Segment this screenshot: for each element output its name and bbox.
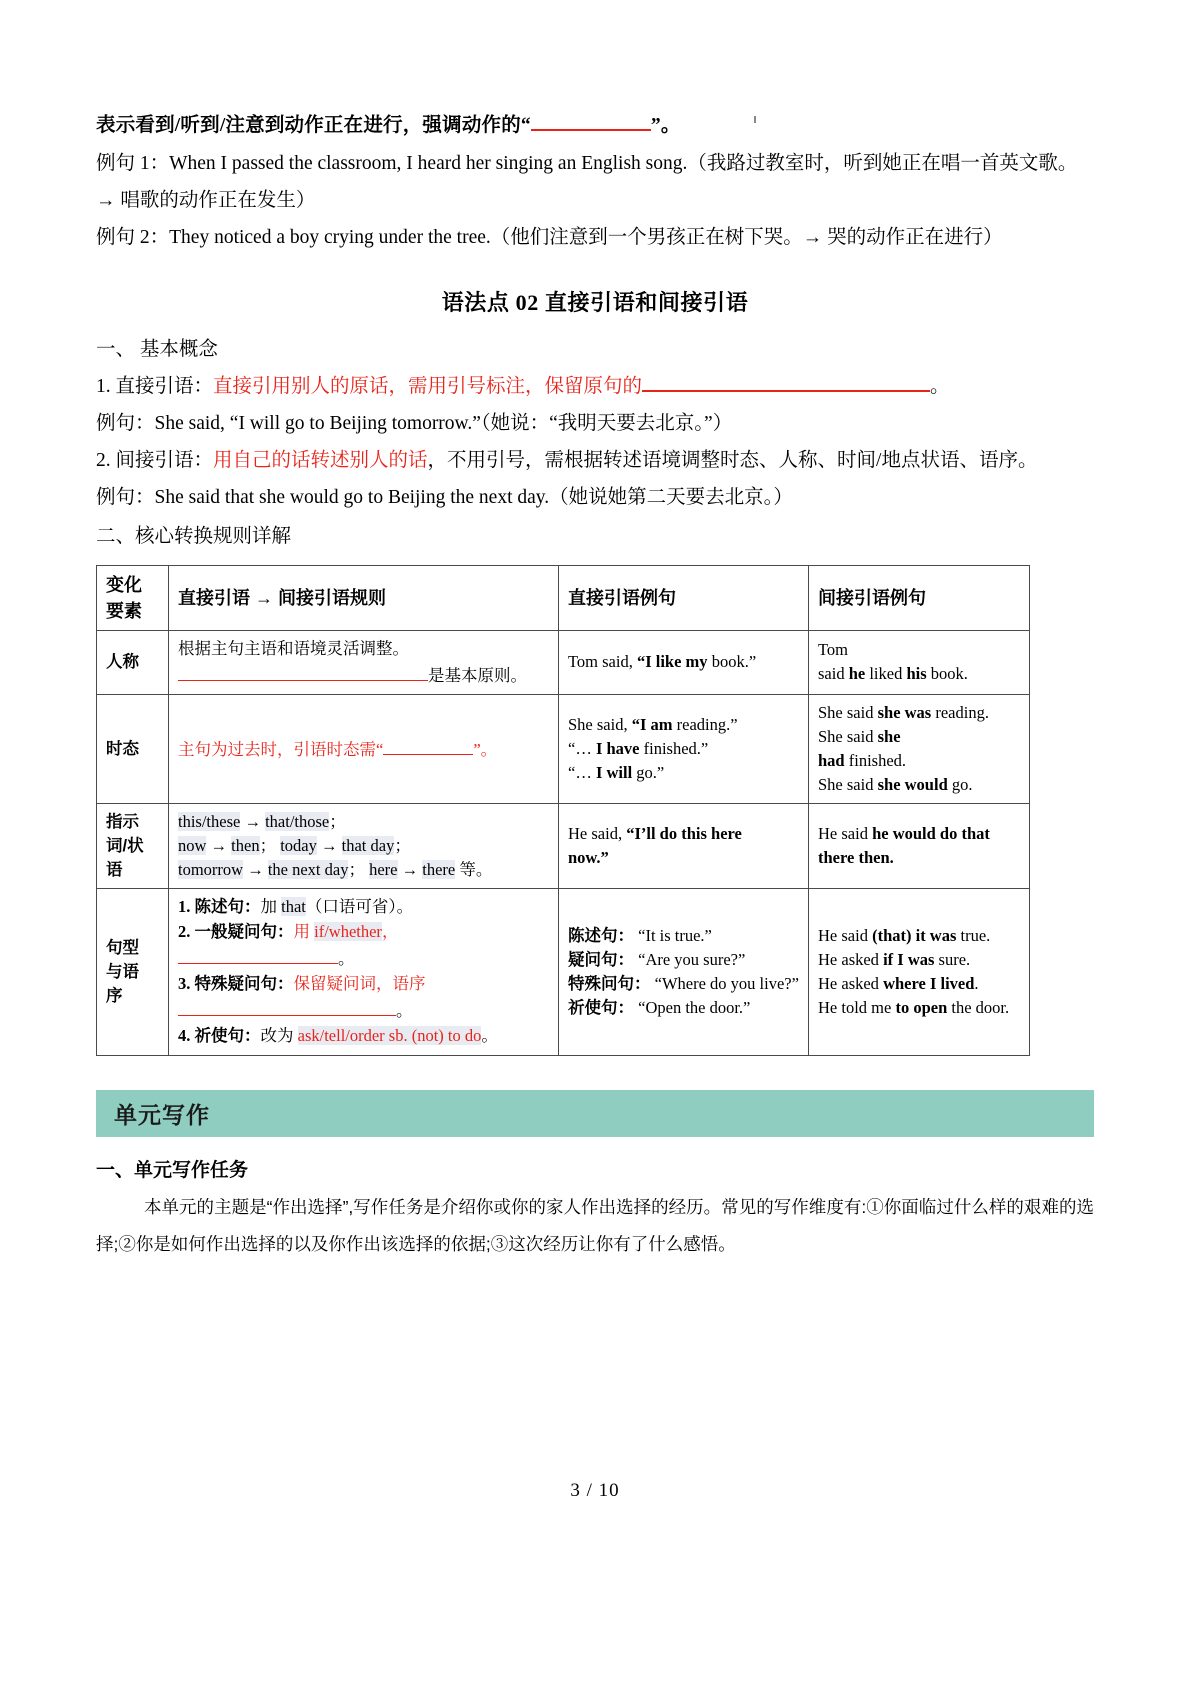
indirect-tense-line-1: She said she was reading.	[818, 702, 989, 722]
indirect-tense-line-2: She said she	[818, 726, 901, 746]
row-rule-demonstrative	[169, 803, 559, 888]
rule-demo-line-2: now → then； today → that day；	[178, 835, 411, 855]
row-direct-person: Tom said, “I like my book.”	[559, 630, 809, 694]
direct-tense-line-2: “… I have finished.”	[568, 738, 709, 758]
list-item: 1. 陈述句：加 that（口语可省）。	[178, 896, 414, 916]
row-indirect-sentence-type	[809, 888, 1030, 1055]
direct-speech-label: 1. 直接引语：	[96, 375, 214, 397]
direct-speech-blank	[642, 370, 930, 392]
direct-sent-line-2	[568, 948, 799, 972]
indirect-tense-line-4: She said she would go.	[818, 774, 973, 794]
rule-1-num: 1.	[178, 896, 191, 916]
rule-2-blank	[178, 944, 338, 964]
rule-tense-red-after: ”。	[473, 740, 498, 759]
list-item: 4. 祈使句：改为 ask/tell/order sb. (not) to do。	[178, 1025, 498, 1045]
rule-tense-blank	[383, 735, 473, 755]
indirect-sent-line-2: He asked if I was sure.	[818, 949, 971, 969]
indirect-person-line-1: Tom	[818, 640, 849, 659]
writing-task-body: 本单元的主题是“作出选择”,写作任务是介绍你或你的家人作出选择的经历。常见的写作维度有:①你面临过什么样的艰难的选择;②你是如何作出选择的以及你作出该选择的依据;③这次经历让你有了什么感悟。	[96, 1196, 1094, 1254]
category-demonstrative-line-3: 语	[106, 860, 123, 879]
direct-speech-example: 例句：She said, “I will go to Beijing tomorrow.”（她说：“我明天要去北京。”）	[96, 412, 733, 434]
rule-2-end: 。	[338, 948, 355, 968]
intro-rule-line	[96, 108, 1094, 145]
intro-rule-suffix: ”。	[650, 115, 681, 136]
row-direct-sentence-type	[559, 888, 809, 1055]
intro-rule-prefix: 表示看到/听到/注意到动作正在进行，强调动作的“	[96, 115, 531, 136]
header-line-1: 变化	[106, 574, 142, 595]
rule-3-end: 。	[396, 1000, 413, 1020]
indirect-sent-line-3: He asked where I lived.	[818, 973, 979, 993]
indirect-speech-example: 例句：She said that she would go to Beijing the next day.（她说她第二天要去北京。）	[96, 486, 793, 508]
table-header-indirect-example: 间接引语例句	[809, 565, 1030, 630]
rule-1-label: 陈述句：	[194, 896, 261, 916]
sentence-rule-list	[178, 895, 549, 1048]
category-sentence-line-2: 与语	[106, 962, 139, 981]
table-header-rule: 直接引语 → 间接引语规则	[169, 565, 559, 630]
category-sentence-line-3: 序	[106, 986, 123, 1005]
page-footer: 3 / 10	[570, 1480, 620, 1501]
indirect-sent-line-4: He told me to open the door.	[818, 997, 1010, 1017]
table-row	[97, 888, 1030, 1055]
direct-tense-line-3: “… I will go.”	[568, 762, 665, 782]
row-category-sentence-type	[97, 888, 169, 1055]
table-row	[97, 630, 1030, 694]
grammar-section-2-head: 二、核心转换规则详解	[96, 525, 292, 547]
rule-2-red: 用 if/whether，	[293, 921, 399, 941]
rule-person-blank	[178, 661, 428, 681]
indirect-demo-line-1: He said he would do that	[818, 823, 990, 843]
indirect-person-line-2: said he liked his book.	[818, 664, 968, 683]
category-sentence-line-1: 句型	[106, 938, 139, 957]
rule-4-red: ask/tell/order sb. (not) to do	[297, 1025, 482, 1045]
indirect-speech-definition	[96, 442, 1094, 479]
table-row	[97, 694, 1030, 803]
rule-4-label: 祈使句：	[194, 1025, 261, 1045]
rule-3-blank	[178, 996, 396, 1016]
direct-tense-line-1: She said, “I am reading.”	[568, 714, 738, 734]
category-demonstrative-line-1: 指示	[106, 812, 139, 831]
direct-speech-red-text: 直接引用别人的原话，需用引号标注，保留原句的	[213, 375, 643, 397]
row-indirect-person	[809, 630, 1030, 694]
direct-label-4: 祈使句：	[568, 997, 634, 1017]
unit-writing-banner	[96, 1090, 1094, 1137]
rule-person-line-2	[178, 661, 549, 688]
header-line-2: 要素	[106, 600, 142, 621]
direct-label-1: 陈述句：	[568, 925, 634, 945]
direct-sent-line-4	[568, 996, 799, 1020]
row-category-person: 人称	[97, 630, 169, 694]
table-header-direct-example: 直接引语例句	[559, 565, 809, 630]
rule-person-line-1: 根据主句主语和语境灵活调整。	[178, 638, 409, 658]
row-rule-tense	[169, 694, 559, 803]
intro-blank	[531, 109, 651, 131]
writing-task-heading: 一、单元写作任务	[96, 1159, 249, 1181]
rule-demo-line-1: this/these → that/those；	[178, 811, 346, 831]
direct-demo-line-2: now.”	[568, 847, 609, 867]
row-indirect-demonstrative	[809, 803, 1030, 888]
direct-label-2: 疑问句：	[568, 949, 634, 969]
stray-mark	[754, 116, 756, 123]
intro-example-1: 例句 1：When I passed the classroom, I heard her singing an English song.（我路过教室时，听到她正在唱一首英文歌。→ 唱歌的动作正在发生）	[96, 152, 1078, 211]
rule-tense-red-before: 主句为过去时，引语时态需“	[178, 740, 384, 759]
direct-text-3: “Where do you live?”	[654, 973, 799, 993]
table-header-row	[97, 565, 1030, 630]
direct-sent-line-3	[568, 972, 799, 996]
intro-example-2: 例句 2：They noticed a boy crying under the tree.（他们注意到一个男孩正在树下哭。→ 哭的动作正在进行）	[96, 226, 1003, 248]
category-demonstrative-line-2: 词/状	[106, 836, 144, 855]
row-rule-sentence-type	[169, 888, 559, 1055]
list-item	[178, 920, 549, 971]
rule-3-label: 特殊疑问句：	[194, 973, 294, 993]
indirect-speech-rest: ，不用引号，需根据转述语境调整时态、人称、时间/地点状语、语序。	[427, 449, 1038, 471]
indirect-tense-line-3: had finished.	[818, 750, 907, 770]
direct-speech-definition	[96, 368, 1094, 405]
rule-2-label: 一般疑问句：	[194, 921, 294, 941]
row-direct-demonstrative	[559, 803, 809, 888]
conversion-rules-table	[96, 565, 1030, 1056]
table-row	[97, 803, 1030, 888]
grammar-point-title: 语法点 02 直接引语和间接引语	[441, 289, 749, 315]
indirect-speech-label: 2. 间接引语：	[96, 449, 214, 471]
row-category-demonstrative	[97, 803, 169, 888]
rule-demo-line-3: tomorrow → the next day； here → there 等。	[178, 859, 493, 879]
direct-text-1: “It is true.”	[638, 925, 712, 945]
table-header-change-element	[97, 565, 169, 630]
indirect-demo-line-2: there then.	[818, 847, 894, 867]
indirect-speech-red-text: 用自己的话转述别人的话	[213, 449, 428, 471]
rule-4-num: 4.	[178, 1025, 191, 1045]
rule-3-num: 3.	[178, 973, 191, 993]
row-direct-tense	[559, 694, 809, 803]
list-item	[178, 972, 549, 1023]
direct-demo-line-1: He said, “I’ll do this here	[568, 823, 742, 843]
grammar-section-1-head: 一、 基本概念	[96, 338, 218, 360]
direct-sent-line-1	[568, 924, 799, 948]
row-rule-person	[169, 630, 559, 694]
direct-label-3: 特殊问句：	[568, 973, 651, 993]
unit-writing-title: 单元写作	[114, 1101, 210, 1128]
direct-text-2: “Are you sure?”	[638, 949, 746, 969]
rule-3-red: 保留疑问词，语序	[293, 973, 426, 993]
rule-2-num: 2.	[178, 921, 191, 941]
row-category-tense: 时态	[97, 694, 169, 803]
direct-speech-period: 。	[930, 375, 950, 397]
direct-text-4: “Open the door.”	[638, 997, 751, 1017]
indirect-sent-line-1: He said (that) it was true.	[818, 925, 991, 945]
row-indirect-tense	[809, 694, 1030, 803]
rule-person-tail: 是基本原则。	[428, 665, 527, 685]
